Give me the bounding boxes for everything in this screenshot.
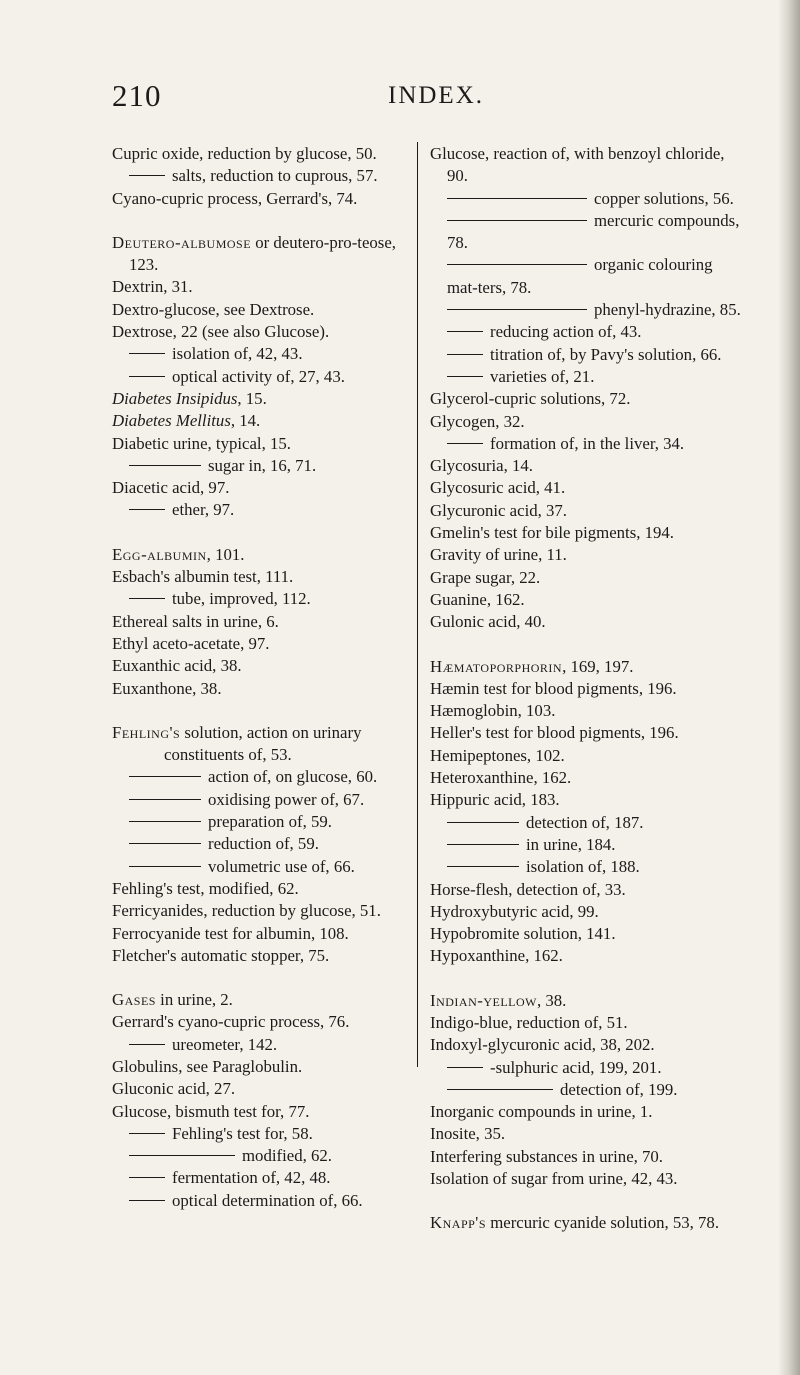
index-entry [112,766,412,788]
index-entry [430,611,742,633]
index-lead-word: Egg-albumin [112,544,207,564]
index-entry-text: Fletcher's automatic stopper, 75. [112,945,330,965]
index-entry-text: Dextrin, 31. [112,277,193,297]
ditto-dash [447,264,587,265]
index-entry [112,188,412,210]
index-entry-text: ether, 97. [172,500,235,520]
index-entry [112,1078,412,1100]
index-entry [430,834,742,856]
index-entry [112,1190,412,1212]
index-entry-text: Inorganic compounds in urine, 1. [430,1102,653,1122]
index-entry [112,343,412,365]
index-entry [112,388,412,410]
index-entry [430,344,742,366]
index-entry [112,833,412,855]
index-entry-text: ureometer, 142. [172,1034,278,1054]
index-entry [430,433,742,455]
ditto-dash [447,331,483,332]
index-entry [112,655,412,677]
ditto-dash [129,776,201,777]
index-entry-text: Ethyl aceto-acetate, 97. [112,633,270,653]
ditto-dash [129,1177,165,1178]
index-entry [112,633,412,655]
ditto-dash [129,1155,235,1156]
index-entry [430,879,742,901]
index-entry [430,589,742,611]
index-entry [430,745,742,767]
index-entry [430,254,742,299]
index-entry [430,477,742,499]
index-entry-text: Glycogen, 32. [430,411,525,431]
index-entry [112,611,412,633]
index-entry-text: titration of, by Pavy's solution, 66. [490,344,722,364]
index-entry [430,812,742,834]
index-entry [112,678,412,700]
index-entry-text: Glycosuria, 14. [430,456,533,476]
index-entry [112,989,412,1011]
index-entry [430,411,742,433]
index-entry-text: , 169, 197. [562,656,634,676]
index-entry [430,388,742,410]
index-entry-text: in urine, 184. [526,834,616,854]
index-entry-text: Esbach's albumin test, 111. [112,567,294,587]
ditto-dash [129,598,165,599]
ditto-dash [129,799,201,800]
index-entry [112,544,412,566]
index-entry [430,1079,742,1101]
index-entry-text: Glycerol-cupric solutions, 72. [430,389,631,409]
index-entry-text: Gerrard's cyano-cupric process, 76. [112,1012,350,1032]
index-entry-text: copper solutions, 56. [594,188,734,208]
index-entry-text: Gluconic acid, 27. [112,1079,236,1099]
ditto-dash [447,822,519,823]
index-entry [430,210,742,255]
index-entry-text: Gmelin's test for bile pigments, 194. [430,523,674,543]
index-entry [430,1034,742,1056]
index-lead-word: Fehling's [112,722,181,742]
index-entry-text: , 101. [206,544,245,564]
index-entry-text: isolation of, 188. [526,857,640,877]
page-number: 210 [112,78,162,113]
ditto-dash [129,1200,165,1201]
index-entry-text: Dextro-glucose, see Dextrose. [112,299,315,319]
index-entry [112,945,412,967]
ditto-dash [447,309,587,310]
index-entry-text: Heteroxanthine, 162. [430,768,572,788]
index-entry [430,1123,742,1145]
index-entry [430,923,742,945]
index-entry [430,990,742,1012]
index-entry [112,1101,412,1123]
ditto-dash [447,844,519,845]
index-entry-text: sugar in, 16, 71. [208,455,317,475]
index-entry [430,1057,742,1079]
index-entry-text: Ferricyanides, reduction by glucose, 51. [112,901,381,921]
index-entry-text: reduction of, 59. [208,834,319,854]
index-entry [112,789,412,811]
index-entry [112,1123,412,1145]
index-entry [112,410,412,432]
index-entry-text: optical activity of, 27, 43. [172,366,345,386]
ditto-dash [129,1133,165,1134]
index-entry [112,900,412,922]
index-entry-text: Glycuronic acid, 37. [430,500,568,520]
index-entry [112,165,412,187]
index-entry [112,923,412,945]
index-entry [112,477,412,499]
index-entry-text: Inosite, 35. [430,1124,506,1144]
index-entry-text: Hemipeptones, 102. [430,745,565,765]
index-entry [430,455,742,477]
index-entry [112,299,412,321]
index-entry [430,789,742,811]
index-entry [112,1167,412,1189]
index-entry [112,143,412,165]
index-lead-word: Hæmatoporphorin [430,656,563,676]
index-entry-text: Gulonic acid, 40. [430,612,546,632]
index-entry [430,1012,742,1034]
index-entry [112,1056,412,1078]
index-entry-text: -sulphuric acid, 199, 201. [490,1057,662,1077]
index-entry-text: Glucose, reaction of, with benzoyl chloride, 90. [430,144,725,186]
index-lead-word: Gases [112,990,156,1010]
index-entry [430,700,742,722]
index-entry-text: Interfering substances in urine, 70. [430,1146,664,1166]
index-entry-text: Globulins, see Paraglobulin. [112,1056,303,1076]
page-title: INDEX. [388,82,485,109]
index-entry [430,366,742,388]
index-entry-text: optical determination of, 66. [172,1190,363,1210]
index-entry-text: Cyano-cupric process, Gerrard's, 74. [112,188,358,208]
index-entry-text: or deutero-pro-teose, 123. [129,232,396,275]
index-entry-text: varieties of, 21. [490,366,595,386]
index-entry [112,276,412,298]
column-divider [417,142,418,1067]
index-entry [430,1212,742,1234]
index-entry-text: mercuric cyanide solution, 53, 78. [486,1213,720,1233]
index-entry-text: Hydroxybutyric acid, 99. [430,901,599,921]
index-entry-text: Indigo-blue, reduction of, 51. [430,1012,628,1032]
index-entry [112,722,412,744]
ditto-dash [447,1067,483,1068]
index-entry-text: Hæmoglobin, 103. [430,701,556,721]
index-italic-term: Diabetes Insipidus [112,388,238,408]
index-entry-text: Heller's test for blood pigments, 196. [430,723,679,743]
index-entry [112,878,412,900]
ditto-dash [447,443,483,444]
index-entry-text: , 15. [237,388,267,408]
index-entry [112,499,412,521]
index-entry [112,1145,412,1167]
index-entry-text: isolation of, 42, 43. [172,344,303,364]
index-entry-text: Glucose, bismuth test for, 77. [112,1101,310,1121]
ditto-dash [129,465,201,466]
ditto-dash [129,353,165,354]
index-entry [430,678,742,700]
index-entry [430,722,742,744]
index-entry [430,1146,742,1168]
index-entry-text: Euxanthic acid, 38. [112,656,242,676]
ditto-dash [447,376,483,377]
index-entry-text: , 38. [537,990,567,1010]
index-entry-text: salts, reduction to cuprous, 57. [172,166,378,186]
index-entry-text: volumetric use of, 66. [208,856,355,876]
index-entry [112,1034,412,1056]
index-entry [430,143,742,188]
index-entry-text: tube, improved, 112. [172,589,311,609]
index-entry [430,767,742,789]
index-entry-text: Fehling's test, modified, 62. [112,878,299,898]
index-italic-term: Diabetes Mellitus [112,411,231,431]
index-entry-text: phenyl-hydrazine, 85. [594,300,741,320]
index-entry [112,566,412,588]
index-entry [430,945,742,967]
index-entry [112,1011,412,1033]
index-entry [112,433,412,455]
ditto-dash [129,843,201,844]
index-entry-text: oxidising power of, 67. [208,789,365,809]
index-entry-text: Gravity of urine, 11. [430,545,567,565]
index-entry [430,544,742,566]
index-entry-text: organic colouring mat-ters, 78. [447,255,713,297]
ditto-dash [447,198,587,199]
index-entry-text: Hypoxanthine, 162. [430,946,563,966]
index-entry-text: formation of, in the liver, 34. [490,433,685,453]
ditto-dash [129,866,201,867]
index-entry-text: , 14. [230,411,261,431]
index-entry [430,188,742,210]
index-entry-text: Diabetic urine, typical, 15. [112,433,291,453]
index-entry-text: fermentation of, 42, 48. [172,1168,331,1188]
ditto-dash [129,376,165,377]
index-entry [430,856,742,878]
index-entry-text: Indoxyl-glycuronic acid, 38, 202. [430,1035,655,1055]
index-column-left [112,143,412,1212]
ditto-dash [447,1089,553,1090]
index-entry-text: Diacetic acid, 97. [112,478,230,498]
index-entry [112,232,412,277]
index-entry [430,1168,742,1190]
index-entry-text: detection of, 187. [526,812,644,832]
ditto-dash [447,866,519,867]
index-lead-word: Indian-yellow [430,990,537,1010]
index-entry [430,321,742,343]
index-entry-text: modified, 62. [242,1146,332,1166]
index-entry [430,299,742,321]
index-entry [112,856,412,878]
index-entry [430,500,742,522]
index-entry-text: Euxanthone, 38. [112,678,222,698]
index-entry-text: Isolation of sugar from urine, 42, 43. [430,1169,678,1189]
index-entry [112,811,412,833]
ditto-dash [129,509,165,510]
index-entry-text: Ethereal salts in urine, 6. [112,611,279,631]
index-entry [112,366,412,388]
index-entry-text: Guanine, 162. [430,589,525,609]
ditto-dash [447,220,587,221]
index-lead-word: Knapp's [430,1213,486,1233]
index-entry-text: in urine, 2. [155,990,233,1010]
index-entry [112,321,412,343]
index-entry-text: reducing action of, 43. [490,322,642,342]
index-entry-text: Cupric oxide, reduction by glucose, 50. [112,144,377,163]
index-entry-text: Hæmin test for blood pigments, 196. [430,678,677,698]
index-entry-text: solution, action on urinary [180,722,362,742]
index-lead-word: Deutero-albumose [112,232,252,252]
index-entry [430,656,742,678]
page-edge-shadow [778,0,800,1375]
index-entry [430,1101,742,1123]
index-entry [112,455,412,477]
index-column-right [430,143,742,1235]
index-entry-text: Dextrose, 22 (see also Glucose). [112,322,330,342]
index-entry [430,567,742,589]
index-entry-text: preparation of, 59. [208,812,332,832]
index-entry-text: Ferrocyanide test for albumin, 108. [112,923,349,943]
ditto-dash [129,1044,165,1045]
ditto-dash [447,354,483,355]
index-entry-text: Hypobromite solution, 141. [430,924,616,944]
index-entry-text: mercuric compounds, 78. [447,210,740,253]
index-entry-text: constituents of, 53. [164,745,292,765]
index-entry-text: detection of, 199. [560,1079,678,1099]
index-entry-text: action of, on glucose, 60. [208,767,378,787]
ditto-dash [129,821,201,822]
page-header [112,78,722,118]
index-entry [112,588,412,610]
index-entry-text: Grape sugar, 22. [430,567,541,587]
index-entry-text: Horse-flesh, detection of, 33. [430,879,626,899]
index-entry [430,522,742,544]
index-entry-text: Glycosuric acid, 41. [430,478,566,498]
index-entry [430,901,742,923]
index-entry [112,744,412,766]
index-entry-text: Fehling's test for, 58. [172,1123,313,1143]
index-entry-text: Hippuric acid, 183. [430,790,560,810]
ditto-dash [129,175,165,176]
